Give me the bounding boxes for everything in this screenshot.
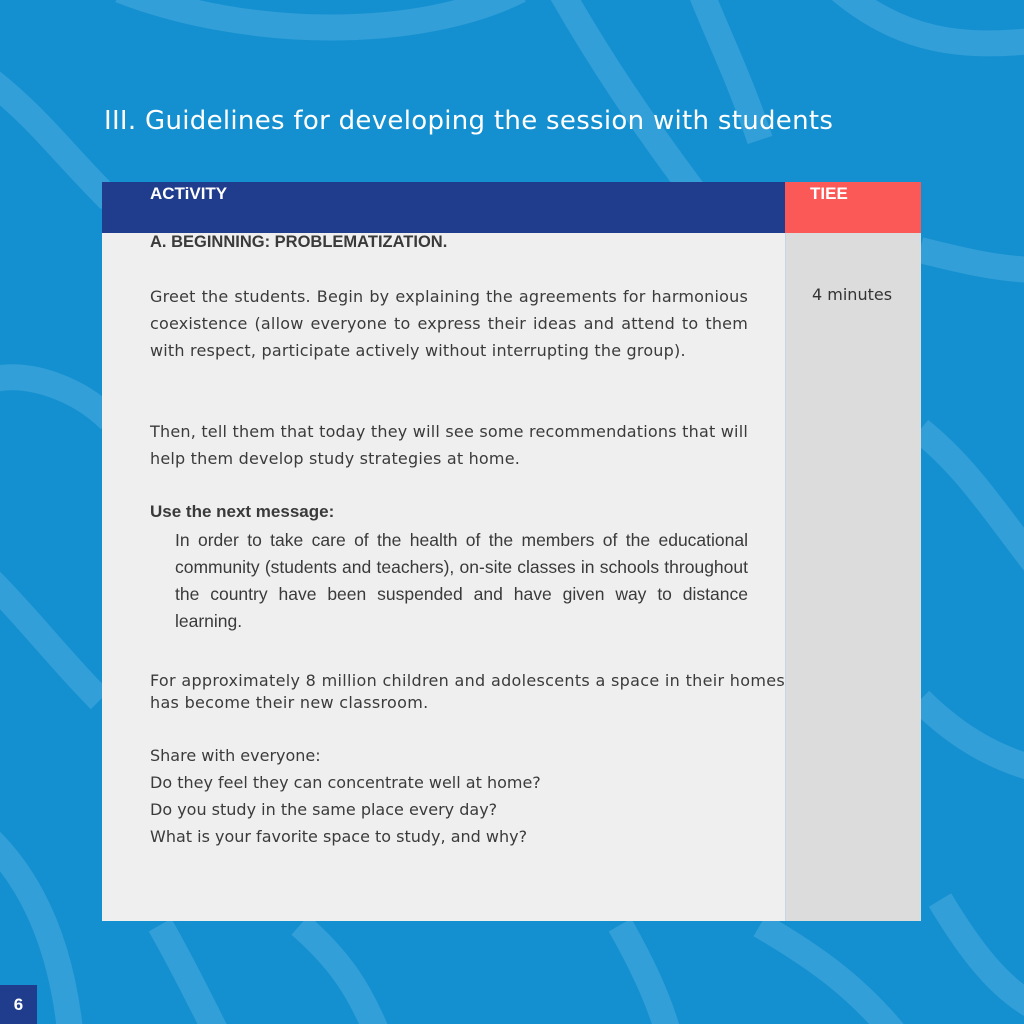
- activity-header-label: ACTiVITY: [150, 184, 228, 203]
- activity-column-header: [102, 182, 785, 233]
- question-item: What is your favorite space to study, and why?: [150, 827, 528, 846]
- activity-table: [102, 182, 921, 921]
- time-header-label: TIEE: [810, 184, 848, 203]
- question-item: Do they feel they can concentrate well at home?: [150, 773, 541, 792]
- paragraph-recommendations: Then, tell them that today they will see some recommendations that will help them develop study strategies at home.: [150, 422, 748, 468]
- paragraph-children: For approximately 8 million children and adolescents a space in their homes has become their new classroom.: [150, 671, 785, 712]
- paragraph-greeting: Greet the students. Begin by explaining the agreements for harmonious coexistence (allow everyone to express their ideas and attend to them with respect, participate actively without interrupting the group).: [150, 287, 748, 360]
- share-intro: Share with everyone:: [150, 746, 321, 765]
- questions-list: [150, 742, 748, 850]
- question-item: Do you study in the same place every day?: [150, 800, 498, 819]
- message-label: Use the next message:: [150, 502, 335, 521]
- page-title: III. Guidelines for developing the session with students: [104, 106, 834, 136]
- section-heading: A. BEGINNING: PROBLEMATIZATION.: [150, 233, 448, 251]
- page-number: 6: [0, 985, 37, 1024]
- time-column: [785, 233, 921, 921]
- message-quote: In order to take care of the health of the members of the educational community (students and teachers), on-site classes in schools throughout the country have been suspended and have given way to distance learning.: [175, 530, 748, 631]
- time-column-header: [785, 182, 921, 233]
- time-value: 4 minutes: [812, 285, 893, 304]
